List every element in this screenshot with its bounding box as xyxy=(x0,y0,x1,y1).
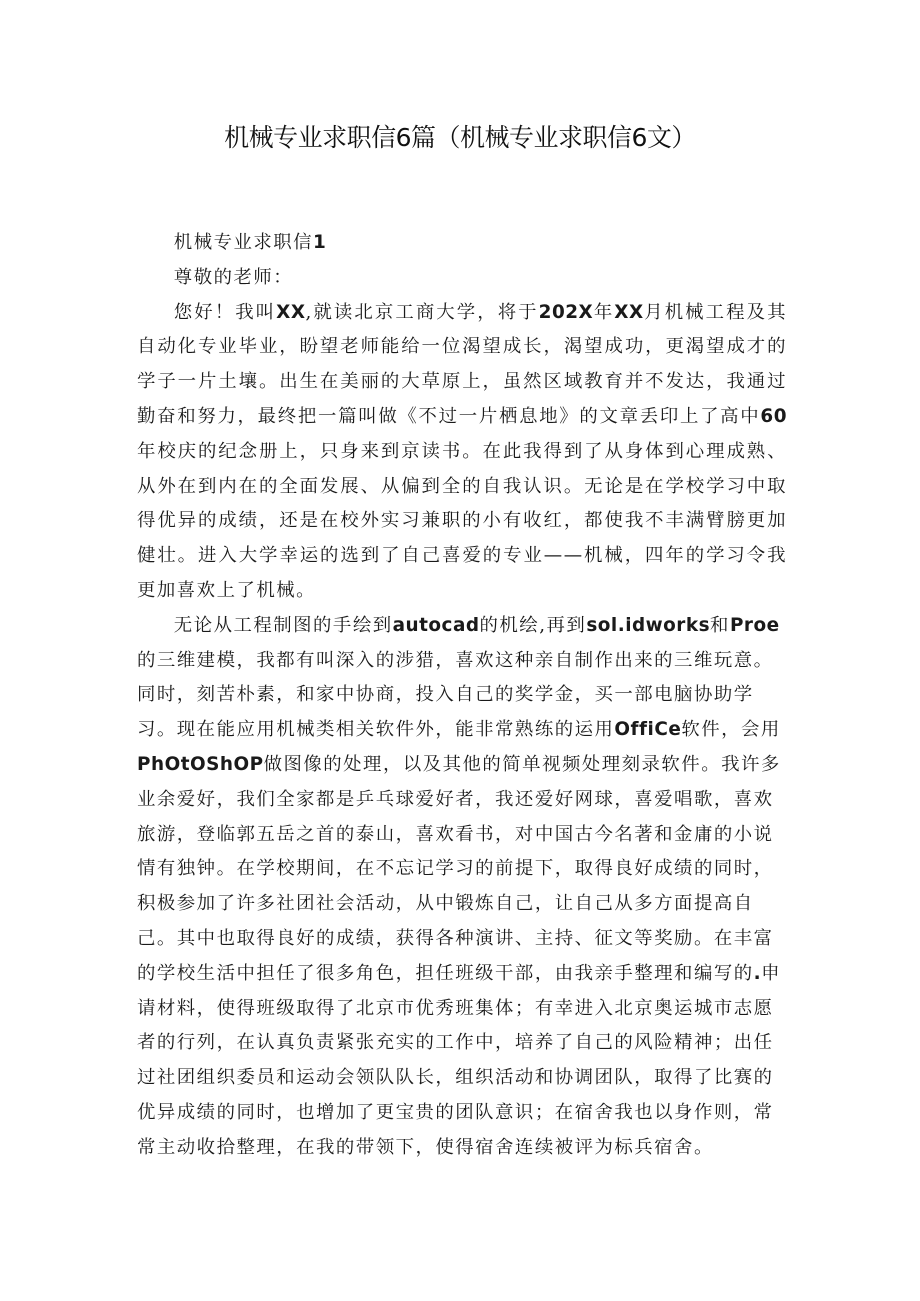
letter-paragraph-2: 无论从工程制图的手绘到autocad的机绘,再到sol.idworks和Proe的三维建模，我都有叫深入的涉猎，喜欢这种亲自制作出来的三维玩意。同时，刻苦朴素，和家中协商，投入自己的奖学金，买一部电脑协助学习。现在能应用机械类相关软件外，能非常熟练的运用OffiCe软件，会用PhOtOShOP做图像的处理，以及其他的简单视频处理刻录软件。我许多业余爱好，我们全家都是乒乓球爱好者，我还爱好网球，喜爱唱歌，喜欢旅游，登临郭五岳之首的泰山，喜欢看书，对中国古今名著和金庸的小说情有独钟。在学校期间，在不忘记学习的前提下，取得良好成绩的同时，积极参加了许多社团社会活动，从中锻炼自己，让自己从多方面提高自己。其中也取得良好的成绩，获得各种演讲、主持、征文等奖励。在丰富的学校生活中担任了很多角色，担任班级干部，由我亲手整理和编写的.申请材料，使得班级取得了北京市优秀班集体；有幸进入北京奥运城市志愿者的行列，在认真负责紧张充实的工作中，培养了自己的风险精神；出任过社团组织委员和运动会领队队长，组织活动和协调团队，取得了比赛的优异成绩的同时，也增加了更宝贵的团队意识；在宿舍我也以身作则，常常主动收拾整理，在我的带领下，使得宿舍连续被评为标兵宿舍。 xyxy=(137,614,782,1158)
document-title: 机械专业求职信6篇（机械专业求职信6文） xyxy=(224,123,696,152)
letter-salutation: 尊敬的老师： xyxy=(173,266,294,288)
letter-subheading: 机械专业求职信1 xyxy=(173,232,327,253)
letter-paragraph-1: 您好！我叫XX,就读北京工商大学，将于202X年XX月机械工程及其自动化专业毕业，盼望老师能给一位渴望成长，渴望成功，更渴望成才的学子一片土壤。出生在美丽的大草原上，虽然区域教育并不发达，我通过勤奋和努力，最终把一篇叫做《不过一片栖息地》的文章丢印上了高中60年校庆的纪念册上，只身来到京读书。在此我得到了从身体到心理成熟、从外在到内在的全面发展、从偏到全的自我认识。无论是在学校学习中取得优异的成绩，还是在校外实习兼职的小有收红，都使我不丰满臂膀更加健壮。进入大学幸运的选到了自己喜爱的专业——机械，四年的学习令我更加喜欢上了机械。 xyxy=(137,301,787,601)
letter-body xyxy=(137,226,787,1166)
